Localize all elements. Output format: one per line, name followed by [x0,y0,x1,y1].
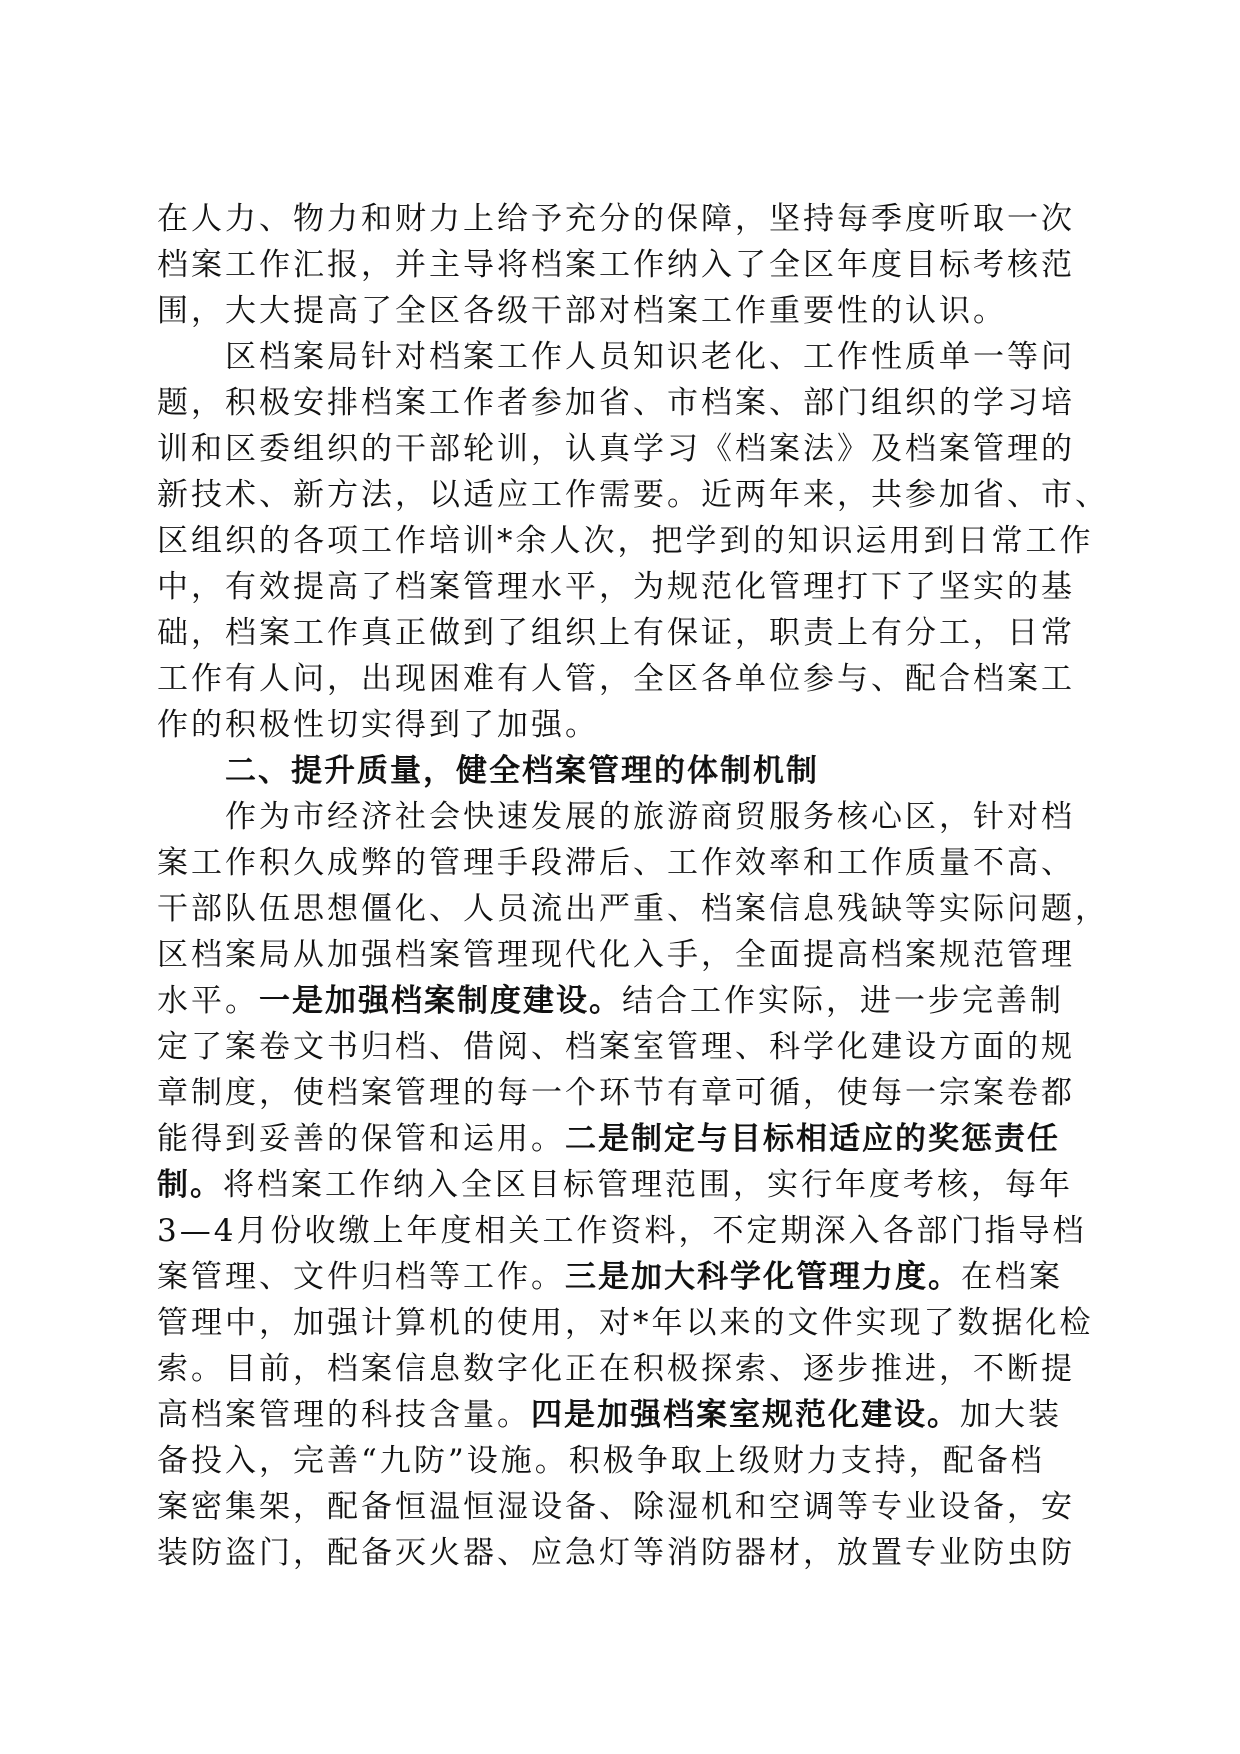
text-line [157,1162,1097,1208]
text-segment: 3—4月份收缴上年度相关工作资料，不定期深入各部门指导档 [157,1213,1087,1249]
text-segment: 围，大大提高了全区各级干部对档案工作重要性的认识。 [157,293,1007,329]
text-segment: 装防盗门，配备灭火器、应急灯等消防器材，放置专业防虫防 [157,1535,1075,1571]
text-segment: 档案工作汇报，并主导将档案工作纳入了全区年度目标考核范 [157,247,1075,283]
text-segment: 高档案管理的科技含量。 [157,1397,531,1433]
text-line [157,1254,1097,1300]
document-body [157,196,1109,1576]
text-segment: 区组织的各项工作培训*余人次，把学到的知识运用到日常工作 [157,523,1094,559]
text-line [157,380,1097,426]
text-line [157,1116,1097,1162]
text-segment: 能得到妥善的保管和运用。 [157,1121,565,1157]
text-segment: 干部队伍思想僵化、人员流出严重、档案信息残缺等实际问题， [157,891,1109,927]
text-segment: 章制度，使档案管理的每一个环节有章可循，使每一宗案卷都 [157,1075,1075,1111]
text-line [157,748,1097,794]
text-segment: 案密集架，配备恒温恒湿设备、除湿机和空调等专业设备，安 [157,1489,1075,1525]
text-segment: 作的积极性切实得到了加强。 [157,707,599,743]
text-segment: 在人力、物力和财力上给予充分的保障，坚持每季度听取一次 [157,201,1075,237]
text-segment: 加大装 [960,1397,1062,1433]
bold-text-segment: 四是加强档案室规范化建设。 [531,1397,960,1433]
text-segment: 结合工作实际，进一步完善制 [622,983,1064,1019]
text-line [157,334,1097,380]
text-line [157,564,1097,610]
text-segment: 案管理、文件归档等工作。 [157,1259,565,1295]
text-line [157,1484,1097,1530]
text-line [157,242,1097,288]
text-segment: 础，档案工作真正做到了组织上有保证，职责上有分工，日常 [157,615,1075,651]
text-segment: 在档案 [961,1259,1063,1295]
text-line [157,840,1097,886]
paragraph [157,794,1109,1576]
text-segment: 案工作积久成弊的管理手段滞后、工作效率和工作质量不高、 [157,845,1075,881]
text-segment: 索。目前，档案信息数字化正在积极探索、逐步推进，不断提 [157,1351,1075,1387]
text-line [157,794,1097,840]
text-segment: 工作有人问，出现困难有人管，全区各单位参与、配合档案工 [157,661,1075,697]
text-line [157,978,1097,1024]
text-segment: 管理中，加强计算机的使用，对*年以来的文件实现了数据化检 [157,1305,1094,1341]
text-line [157,1392,1097,1438]
section-heading [157,748,1097,794]
text-line [157,656,1097,702]
text-line [157,1070,1097,1116]
text-segment: 新技术、新方法，以适应工作需要。近两年来，共参加省、市、 [157,477,1109,513]
text-line [157,288,1097,334]
text-segment: 区档案局针对档案工作人员知识老化、工作性质单一等问 [225,339,1075,375]
text-segment: 训和区委组织的干部轮训，认真学习《档案法》及档案管理的 [157,431,1075,467]
text-segment: 水平。 [157,983,259,1019]
bold-text-segment: 一是加强档案制度建设。 [259,983,622,1019]
paragraph [157,196,1097,334]
text-line [157,518,1097,564]
bold-text-segment: 二、提升质量，健全档案管理的体制机制 [225,753,819,789]
text-line [157,610,1097,656]
text-line [157,1208,1097,1254]
text-segment: 中，有效提高了档案管理水平，为规范化管理打下了坚实的基 [157,569,1075,605]
bold-text-segment: 二是制定与目标相适应的奖惩责任 [565,1121,1060,1157]
text-line [157,1346,1097,1392]
bold-text-segment: 三是加大科学化管理力度。 [565,1259,961,1295]
text-segment: 定了案卷文书归档、借阅、档案室管理、科学化建设方面的规 [157,1029,1075,1065]
text-line [157,932,1097,978]
text-segment: 将档案工作纳入全区目标管理范围，实行年度考核，每年 [223,1167,1073,1203]
text-line [157,472,1109,518]
paragraph [157,334,1109,748]
bold-text-segment: 制。 [157,1167,223,1203]
text-line [157,702,1097,748]
text-segment: 作为市经济社会快速发展的旅游商贸服务核心区，针对档 [225,799,1075,835]
text-line [157,196,1097,242]
text-line [157,1024,1097,1070]
text-line [157,426,1097,472]
text-line [157,1300,1097,1346]
text-line [157,1530,1097,1576]
text-segment: 区档案局从加强档案管理现代化入手，全面提高档案规范管理 [157,937,1075,973]
text-line [157,886,1109,932]
text-line [157,1438,1097,1484]
text-segment: 题，积极安排档案工作者参加省、市档案、部门组织的学习培 [157,385,1075,421]
text-segment: 备投入，完善“九防”设施。积极争取上级财力支持，配备档 [157,1443,1045,1479]
